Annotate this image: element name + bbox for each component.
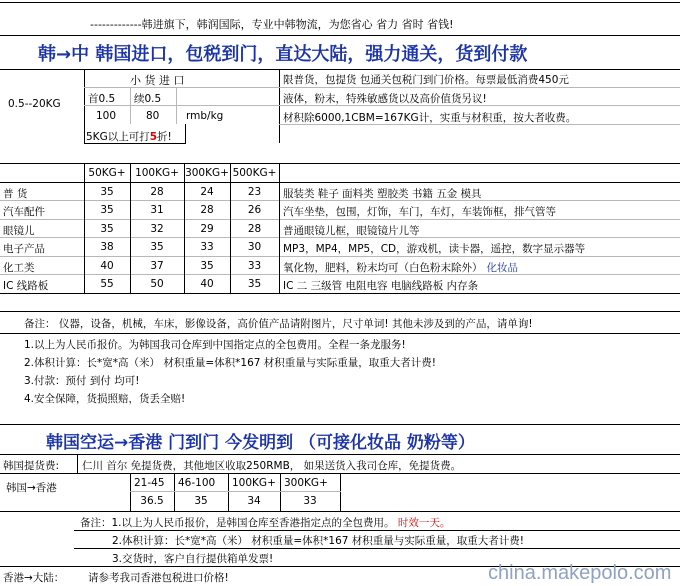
remark-3: 3.付款：预付 到付 均可! xyxy=(24,375,140,387)
bulk-price: 38 xyxy=(100,241,114,253)
bulk-price: 50 xyxy=(150,278,164,290)
remark-1: 1.以上为人民币报价。为韩国我司仓库到中国指定点的全包费用。全程一条龙服务! xyxy=(24,339,406,351)
bulk-price: 35 xyxy=(247,278,262,290)
bulk-price: 33 xyxy=(247,260,262,272)
bulk-header-500: 500KG+ xyxy=(232,167,277,179)
bulk-description: 服装类 鞋子 面料类 塑胶类 书籍 五金 模具 xyxy=(283,188,482,200)
hk-price: 35 xyxy=(194,495,208,507)
bulk-price: 35 xyxy=(150,241,164,253)
bulk-category: 电子产品 xyxy=(3,243,45,255)
price-unit: rmb/kg xyxy=(186,110,224,122)
small-cargo-header: 小 货 进 口 xyxy=(130,74,185,87)
small-note-2: 液体，粉末，特殊敏感货以及高价值货另议! xyxy=(283,93,487,105)
bulk-price: 29 xyxy=(200,223,214,235)
bulk-price: 35 xyxy=(100,204,114,216)
small-note-1: 限普货，包提货 包通关包税门到门价格。每票最低消费450元 xyxy=(283,74,569,86)
remark-line: 备注： 仪器，设备，机械，车床，影像设备，高价值产品请附图片，尺寸单词! 其他未涉及到的产品，请单询! xyxy=(24,318,533,330)
hk-price: 34 xyxy=(247,495,261,507)
bulk-category: 普 货 xyxy=(3,188,28,200)
hk-header-46-100: 46-100 xyxy=(178,477,216,489)
bulk-price: 24 xyxy=(200,186,214,198)
hk-note-1-text: 备注：1.以上为人民币报价，是韩国仓库至香港指定点的全包费用。 xyxy=(80,517,395,529)
mainland-label: 香港→大陆： xyxy=(3,572,65,584)
bulk-description: 汽车坐垫，包围，灯饰，车门，车灯，车装饰框，排气管等 xyxy=(283,206,556,218)
discount-text: 5KG以上可打 xyxy=(86,131,150,143)
hk-note-1 xyxy=(80,515,450,530)
hk-price: 36.5 xyxy=(140,495,164,507)
bulk-price: 35 xyxy=(100,223,114,235)
bulk-description: 普通眼镜儿框，眼镜镜片儿等 xyxy=(283,225,420,237)
discount-number: 5 xyxy=(149,131,158,143)
hk-price: 33 xyxy=(303,495,317,507)
route-label: 韩国→香港 xyxy=(6,482,57,494)
watermark: china.makepolo.com xyxy=(488,562,672,584)
bulk-price: 55 xyxy=(100,278,114,290)
bulk-price: 26 xyxy=(247,204,262,216)
first-weight-label: 首0.5 xyxy=(88,93,116,105)
first-weight-price: 100 xyxy=(96,110,117,122)
hk-note-1-highlight: 时效一天。 xyxy=(394,517,451,529)
hk-header-21-45: 21-45 xyxy=(134,477,165,489)
bulk-price: 28 xyxy=(150,186,164,198)
bulk-price: 40 xyxy=(100,260,114,272)
bulk-description xyxy=(283,260,518,275)
bulk-description: MP3，MP4，MP5，CD，游戏机，读卡器，遥控，数字显示器等 xyxy=(283,243,586,255)
bulk-category: 化工类 xyxy=(3,262,35,274)
bulk-price: 40 xyxy=(200,278,214,290)
weight-range: 0.5--20KG xyxy=(8,98,61,110)
title-korea-china: 韩→中 韩国进口，包税到门，直达大陆，强力通关，货到付款 xyxy=(38,44,528,65)
bulk-category: 眼镜儿 xyxy=(3,225,35,237)
mainland-text: 请参考我司香港包税进口价格! xyxy=(88,572,229,584)
remark-2: 2.体积计算：长*宽*高（米） 材积重量=体积*167 材积重量与实际重量，取重大者计费! xyxy=(24,357,436,369)
cosmetics-label: 化妆品 xyxy=(486,262,518,274)
small-note-3: 材积除6000,1CBM=167KG计，实重与材积重，按大者收费。 xyxy=(283,112,577,124)
remark-4: 4.安全保障，货损照赔，货丢全赔! xyxy=(24,393,186,405)
bulk-price: 33 xyxy=(200,241,214,253)
pickup-fee-text: 仁川 首尔 免提货费，其他地区收取250RMB， 如果送货入我司仓库，免提货费。 xyxy=(82,460,462,472)
bulk-price: 31 xyxy=(150,204,164,216)
bulk-category: 汽车配件 xyxy=(3,206,45,218)
bulk-header-100: 100KG+ xyxy=(135,167,179,179)
hk-note-3: 3.交货时，客户自行提供箱单发票! xyxy=(112,553,274,565)
bulk-price: 23 xyxy=(247,186,262,198)
continued-weight-label: 续0.5 xyxy=(134,93,162,105)
bulk-header-300: 300KG+ xyxy=(185,167,229,179)
pickup-fee-label: 韩国提货费: xyxy=(3,460,60,472)
bulk-price: 35 xyxy=(100,186,114,198)
hk-note-2: 2.体积计算：长*宽*高（米） 材积重量=体积*167 材积重量与实际重量，取重大者计费! xyxy=(112,535,524,547)
bulk-description: IC 二 三级管 电阻电容 电脑线路板 内存条 xyxy=(283,280,479,292)
title-korea-hongkong: 韩国空运→香港 门到门 今发明到 （可接化妆品 奶粉等） xyxy=(46,433,475,453)
bulk-price: 35 xyxy=(200,260,214,272)
hk-header-100kg: 100KG+ xyxy=(232,477,276,489)
discount-suffix: 折! xyxy=(157,131,172,143)
bulk-price: 32 xyxy=(150,223,164,235)
top-banner: -------------韩进旗下，韩润国际，专业中韩物流，为您省心 省力 省时 省钱! xyxy=(90,18,454,31)
bulk-header-50: 50KG+ xyxy=(88,167,126,179)
bulk-price: 28 xyxy=(200,204,214,216)
discount-note xyxy=(86,129,172,144)
continued-weight-price: 80 xyxy=(146,110,160,122)
bulk-category: IC 线路板 xyxy=(3,280,49,292)
hk-header-300kg: 300KG+ xyxy=(284,477,328,489)
bulk-description-text: 氧化物，肥料，粉末均可（白色粉末除外） xyxy=(283,262,483,274)
bulk-price: 28 xyxy=(247,223,262,235)
bulk-price: 30 xyxy=(247,241,262,253)
bulk-price: 37 xyxy=(150,260,164,272)
